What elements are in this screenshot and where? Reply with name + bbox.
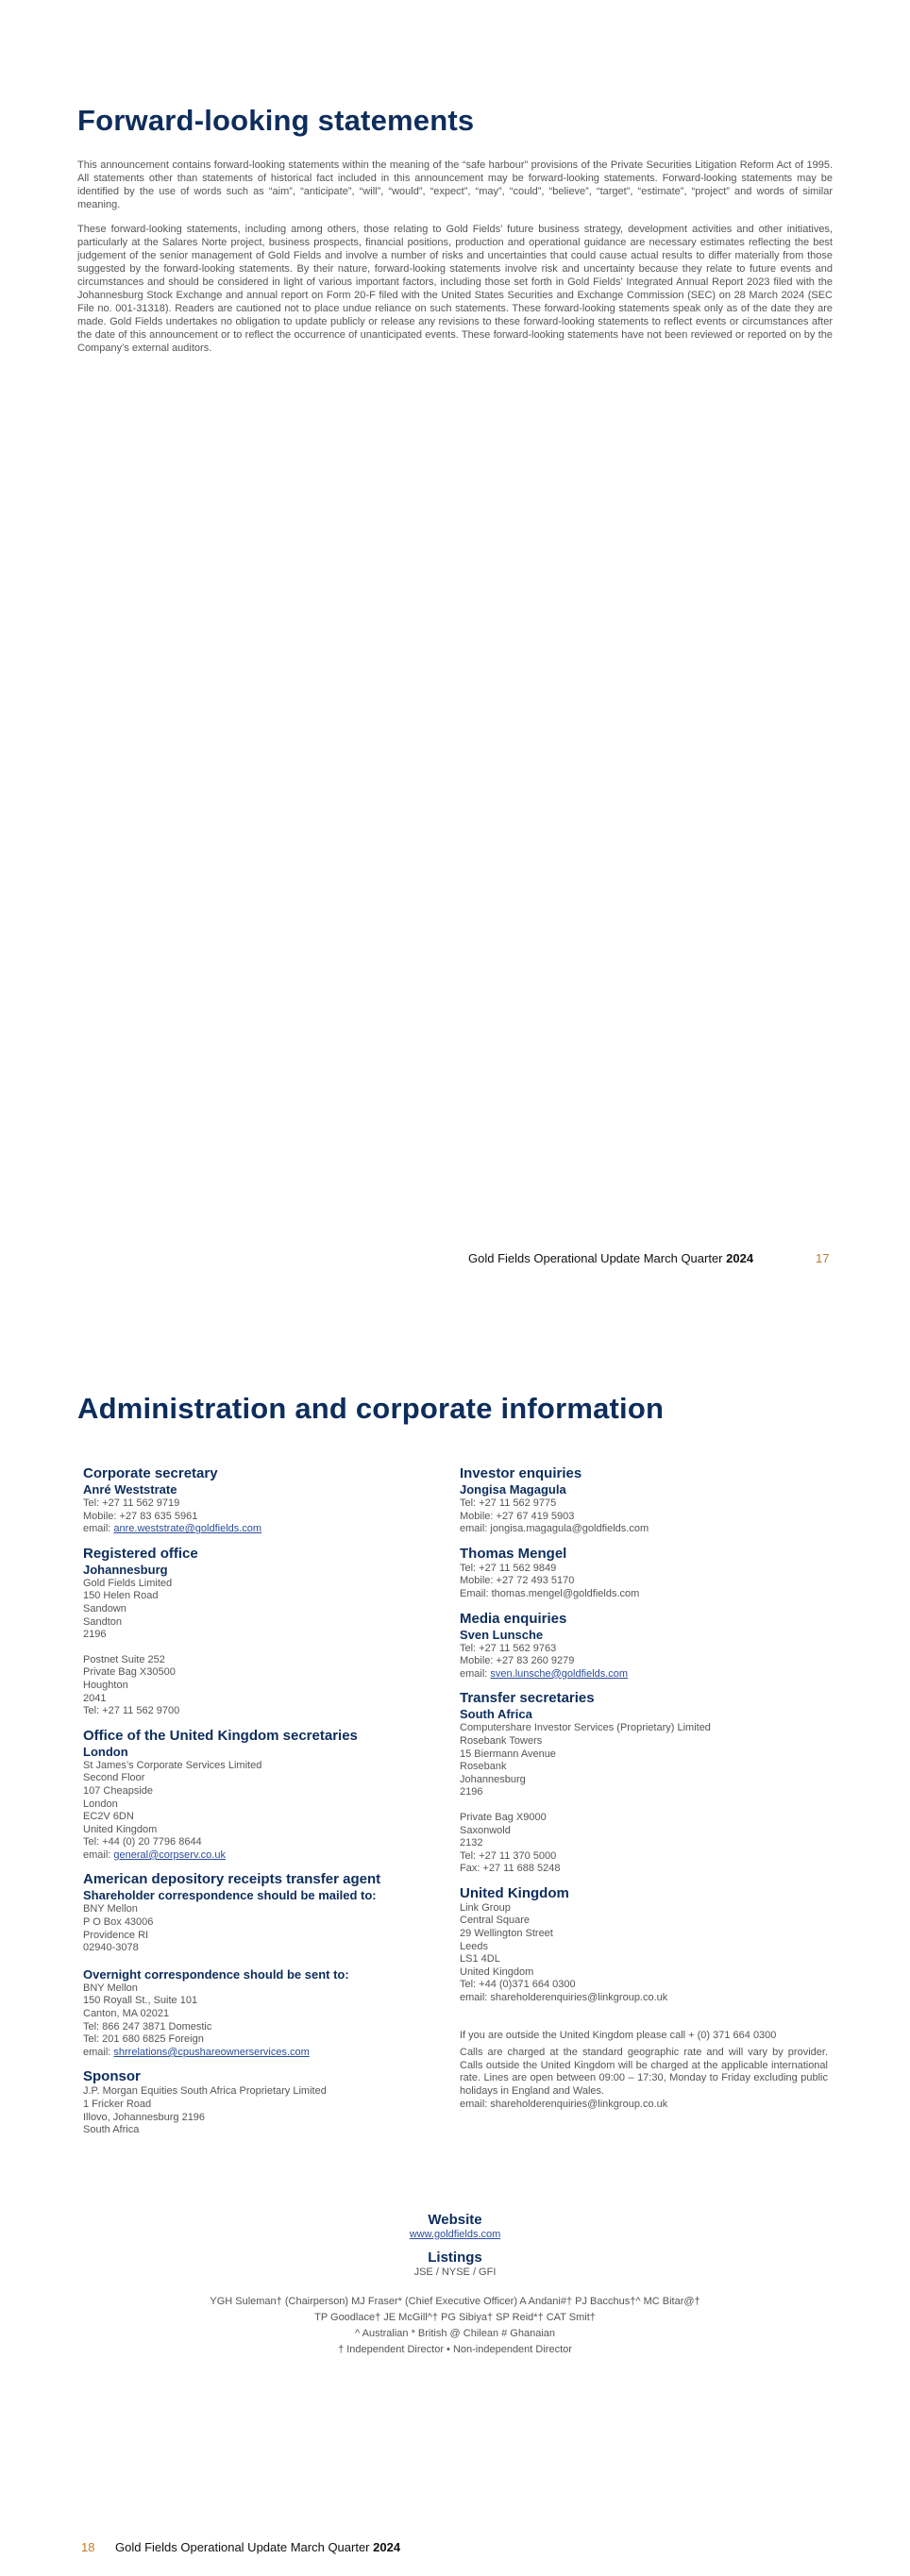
uk-calls-note: Calls are charged at the standard geographic rate and will vary by provider. Calls outside the United Kingdom will be charged at the applicable international rate. Lines are open between 09:00 – 17:30, Monday to Friday excluding public holidays in England and Wales. [460, 2047, 828, 2097]
adr-line: Canton, MA 02021 [83, 2008, 170, 2020]
transfer-line: Fax: +27 11 688 5248 [460, 1863, 561, 1875]
footer-text: Gold Fields Operational Update March Quarter [115, 2540, 370, 2554]
media-enquiries-email-link[interactable]: sven.lunsche@goldfields.com [490, 1667, 629, 1680]
uk-outside-note: If you are outside the United Kingdom please call + (0) 371 664 0300 [460, 2029, 777, 2041]
adr-line: Providence RI [83, 1929, 149, 1941]
adr-line: BNY Mellon [83, 1982, 138, 1994]
uk-secretaries-line: London [83, 1798, 118, 1810]
corporate-secretary-mobile: Mobile: +27 83 635 5961 [83, 1510, 198, 1522]
uk-secretaries-line: Second Floor [83, 1772, 145, 1784]
directors-legend-nationality: ^ Australian * British @ Chilean # Ghanaian [355, 2328, 555, 2339]
email-label: email: [83, 1523, 111, 1535]
transfer-line: Saxonwold [460, 1824, 511, 1836]
page-number: 17 [816, 1251, 830, 1265]
email-label: email: [83, 1848, 111, 1861]
media-enquiries-tel: Tel: +27 11 562 9763 [460, 1642, 557, 1654]
media-enquiries-email-row [460, 1668, 828, 1681]
page-footer [115, 2540, 400, 2554]
adr-line: P O Box 43006 [83, 1916, 154, 1929]
sponsor-line: 1 Fricker Road [83, 2099, 152, 2110]
registered-office-line: 2041 [83, 1692, 107, 1704]
listings-title: Listings [428, 2250, 482, 2266]
thomas-mengel-mobile: Mobile: +27 72 493 5170 [460, 1575, 575, 1587]
directors-line-1: YGH Suleman† (Chairperson) MJ Fraser* (Chief Executive Officer) A Andani#† PJ Bacchus†^ MC Bitar@† [210, 2296, 700, 2307]
uk-secretaries-email-link[interactable]: general@corpserv.co.uk [113, 1848, 226, 1861]
uk-line: email: shareholderenquiries@linkgroup.co.uk [460, 1992, 668, 2004]
page-title: Administration and corporate information [77, 1392, 665, 1425]
listings-block [0, 2249, 910, 2278]
registered-office-line: 150 Helen Road [83, 1590, 159, 1602]
uk-line: LS1 4DL [460, 1953, 500, 1965]
transfer-line: Computershare Investor Services (Proprietary) Limited [460, 1722, 711, 1734]
transfer-line: Tel: +27 11 370 5000 [460, 1849, 557, 1862]
sponsor-title: Sponsor [83, 2068, 141, 2085]
page-footer [468, 1251, 753, 1265]
left-column [83, 1464, 451, 2137]
uk-secretaries-line: 107 Cheapside [83, 1784, 154, 1797]
uk-line: Tel: +44 (0)371 664 0300 [460, 1979, 576, 1991]
website-link[interactable]: www.goldfields.com [409, 2229, 501, 2240]
transfer-line: Private Bag X9000 [460, 1811, 547, 1823]
registered-office-line: Private Bag X30500 [83, 1666, 176, 1679]
footer-year: 2024 [373, 2540, 401, 2554]
thomas-mengel-title: Thomas Mengel [460, 1545, 567, 1562]
registered-office-line: Houghton [83, 1679, 128, 1691]
right-column [460, 1464, 828, 2111]
website-title: Website [428, 2212, 482, 2228]
uk-secretaries-line: EC2V 6DN [83, 1811, 134, 1823]
adr-title: American depository receipts transfer agent [83, 1871, 381, 1888]
corporate-secretary-email-link[interactable]: anre.weststrate@goldfields.com [113, 1523, 262, 1535]
uk-line: 29 Wellington Street [460, 1928, 553, 1940]
registered-office-line: Tel: +27 11 562 9700 [83, 1705, 180, 1717]
adr-subtitle-overnight: Overnight correspondence should be sent to: [83, 1966, 349, 1982]
adr-line: Tel: 866 247 3871 Domestic [83, 2020, 212, 2032]
registered-office-title: Registered office [83, 1545, 198, 1562]
email-label: email: [460, 1667, 488, 1680]
paragraph-2: These forward-looking statements, including among others, those relating to Gold Fields’ future business strategy, development activities and other initiatives, particularly at the Salares Norte project, business prospects, financial positions, production and operational guidance are necessary estimates reflecting the best judgement of the senior management of Gold Fields and involve a number of risks and uncertainties that could cause actual results to differ materially from those suggested by the forward-looking statements. By their nature, forward-looking statements involve risk and uncertainty because they relate to future events and circumstances and should be considered in light of various important factors, including those set forth in Gold Fields’ Integrated Annual Report 2023 filed with the Johannesburg Stock Exchange and annual report on Form 20-F filed with the United States Securities and Exchange Commission (SEC) on 28 March 2024 (SEC File no. 001-31318). Readers are cautioned not to place undue reliance on such statements. These forward-looking statements speak only as of the date they are made. Gold Fields undertakes no obligation to update publicly or release any revisions to these forward-looking statements to reflect events or circumstances after the date of this announcement or to reflect the occurrence of unanticipated events. These forward-looking statements have not been reviewed or reported on by the Company’s external auditors. [77, 224, 833, 354]
uk-line: Central Square [460, 1915, 530, 1927]
registered-office-line: Sandton [83, 1615, 122, 1628]
page-title: Forward-looking statements [77, 104, 475, 137]
transfer-secretaries-region: South Africa [460, 1707, 532, 1722]
registered-office-city: Johannesburg [83, 1562, 168, 1577]
uk-secretaries-city: London [83, 1744, 128, 1759]
media-enquiries-mobile: Mobile: +27 83 260 9279 [460, 1655, 575, 1667]
uk-secretaries-line: Tel: +44 (0) 20 7796 8644 [83, 1836, 202, 1848]
corporate-secretary-email-row [83, 1523, 451, 1536]
investor-enquiries-email: email: jongisa.magagula@goldfields.com [460, 1523, 649, 1535]
united-kingdom-title: United Kingdom [460, 1884, 569, 1901]
corporate-secretary-tel: Tel: +27 11 562 9719 [83, 1497, 180, 1509]
transfer-line: Rosebank [460, 1761, 507, 1773]
website-block [0, 2211, 910, 2240]
investor-enquiries-title: Investor enquiries [460, 1465, 582, 1481]
footer-text: Gold Fields Operational Update March Quarter [468, 1251, 723, 1265]
transfer-secretaries-title: Transfer secretaries [460, 1690, 595, 1707]
transfer-line: Johannesburg [460, 1773, 526, 1785]
transfer-line: 2132 [460, 1837, 483, 1849]
adr-email-link[interactable]: shrrelations@cpushareownerservices.com [113, 2046, 310, 2058]
uk-line: Leeds [460, 1940, 488, 1952]
uk-secretaries-line: United Kingdom [83, 1823, 158, 1835]
thomas-mengel-email: Email: thomas.mengel@goldfields.com [460, 1587, 640, 1599]
registered-office-line: Gold Fields Limited [83, 1577, 173, 1589]
page-18 [0, 1288, 910, 2576]
uk-email-2: email: shareholderenquiries@linkgroup.co.uk [460, 2098, 668, 2110]
registered-office-line: 2196 [83, 1629, 107, 1641]
corporate-secretary-name: Anré Weststrate [83, 1482, 177, 1497]
transfer-line: 2196 [460, 1786, 483, 1798]
investor-enquiries-mobile: Mobile: +27 67 419 5903 [460, 1510, 575, 1522]
sponsor-line: J.P. Morgan Equities South Africa Proprietary Limited [83, 2085, 327, 2098]
registered-office-line: Sandown [83, 1602, 126, 1614]
uk-line: United Kingdom [460, 1965, 534, 1978]
adr-line: Tel: 201 680 6825 Foreign [83, 2033, 204, 2046]
listings-value: JSE / NYSE / GFI [413, 2267, 497, 2278]
uk-secretaries-line: St James’s Corporate Services Limited [83, 1759, 262, 1771]
adr-subtitle-mail: Shareholder correspondence should be mailed to: [83, 1888, 377, 1903]
adr-line: 150 Royall St., Suite 101 [83, 1995, 198, 2007]
paragraph-1: This announcement contains forward-looking statements within the meaning of the “safe harbour” provisions of the Private Securities Litigation Reform Act of 1995. All statements other than statements of historical fact included in this announcement may be forward-looking statements. Forward-looking statements may be identified by the use of words such as “aim”, “anticipate”, “will”, “would”, “expect”, “may”, “could”, “believe”, “target”, “estimate”, “project” and words of similar meaning. [77, 159, 833, 210]
email-label: email: [83, 2046, 111, 2058]
registered-office-line: Postnet Suite 252 [83, 1653, 165, 1665]
investor-enquiries-tel: Tel: +27 11 562 9775 [460, 1497, 557, 1509]
corporate-secretary-title: Corporate secretary [83, 1465, 218, 1481]
directors-legend-independence: † Independent Director • Non-independent Director [338, 2344, 572, 2355]
transfer-line: 15 Biermann Avenue [460, 1748, 556, 1760]
transfer-line: Rosebank Towers [460, 1734, 543, 1747]
page-number: 18 [81, 2540, 95, 2554]
thomas-mengel-tel: Tel: +27 11 562 9849 [460, 1562, 557, 1574]
sponsor-line: South Africa [83, 2124, 140, 2136]
uk-line: Link Group [460, 1901, 511, 1914]
media-enquiries-title: Media enquiries [460, 1610, 567, 1627]
adr-line: 02940-3078 [83, 1942, 139, 1954]
footer-year: 2024 [726, 1251, 754, 1265]
sponsor-line: Illovo, Johannesburg 2196 [83, 2111, 206, 2123]
adr-line: BNY Mellon [83, 1903, 138, 1915]
uk-secretaries-title: Office of the United Kingdom secretaries [83, 1727, 358, 1744]
directors-line-2: TP Goodlace† JE McGill^† PG Sibiya† SP Reid*† CAT Smit† [314, 2312, 596, 2323]
directors-block [0, 2294, 910, 2358]
adr-email-row [83, 2047, 451, 2060]
media-enquiries-name: Sven Lunsche [460, 1627, 544, 1642]
uk-secretaries-email-row [83, 1849, 451, 1863]
investor-enquiries-name: Jongisa Magagula [460, 1482, 566, 1497]
